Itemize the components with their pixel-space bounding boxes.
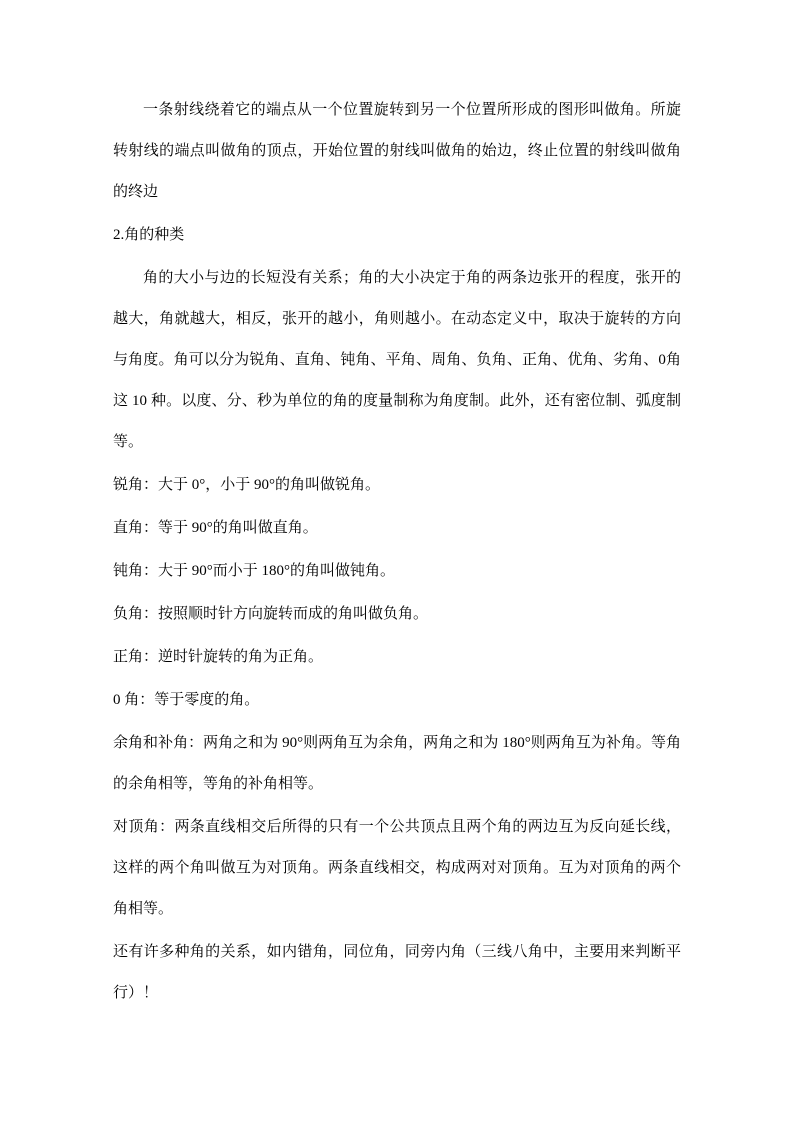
paragraph-acute-angle: 锐角：大于 0°，小于 90°的角叫做锐角。 — [113, 477, 380, 493]
paragraph-right-angle: 直角：等于 90°的角叫做直角。 — [113, 520, 318, 536]
paragraph-negative-angle: 负角：按照顺时针方向旋转而成的角叫做负角。 — [113, 606, 429, 622]
paragraph-complementary-supplementary-angles: 余角和补角：两角之和为 90°则两角互为余角，两角之和为 180°则两角互为补角。等角的余角相等，等角的补角相等。 — [113, 735, 681, 792]
section-heading-angle-types: 2.角的种类 — [113, 227, 185, 243]
paragraph-angle-definition: 一条射线绕着它的端点从一个位置旋转到另一个位置所形成的图形叫做角。所旋转射线的端点叫做角的顶点，开始位置的射线叫做角的始边，终止位置的射线叫做角的终边 — [113, 102, 681, 200]
paragraph-zero-angle: 0 角：等于零度的角。 — [113, 692, 260, 708]
paragraph-obtuse-angle: 钝角：大于 90°而小于 180°的角叫做钝角。 — [113, 563, 395, 579]
paragraph-other-angle-relations: 还有许多种角的关系，如内错角，同位角，同旁内角（三线八角中，主要用来判断平行）！ — [113, 944, 681, 1001]
paragraph-angle-overview: 角的大小与边的长短没有关系；角的大小决定于角的两条边张开的程度，张开的越大，角就越大，相反，张开的越小，角则越小。在动态定义中，取决于旋转的方向与角度。角可以分为锐角、直角、钝角、平角、周角、负角、正角、优角、劣角、0角这 10 种。以度、分、秒为单位的角的度量制称为角度制。此外，还有密位制、弧度制等。 — [113, 270, 681, 450]
paragraph-positive-angle: 正角：逆时针旋转的角为正角。 — [113, 649, 324, 665]
paragraph-vertical-angles: 对顶角：两条直线相交后所得的只有一个公共顶点且两个角的两边互为反向延长线，这样的两个角叫做互为对顶角。两条直线相交，构成两对对顶角。互为对顶角的两个角相等。 — [113, 819, 681, 917]
